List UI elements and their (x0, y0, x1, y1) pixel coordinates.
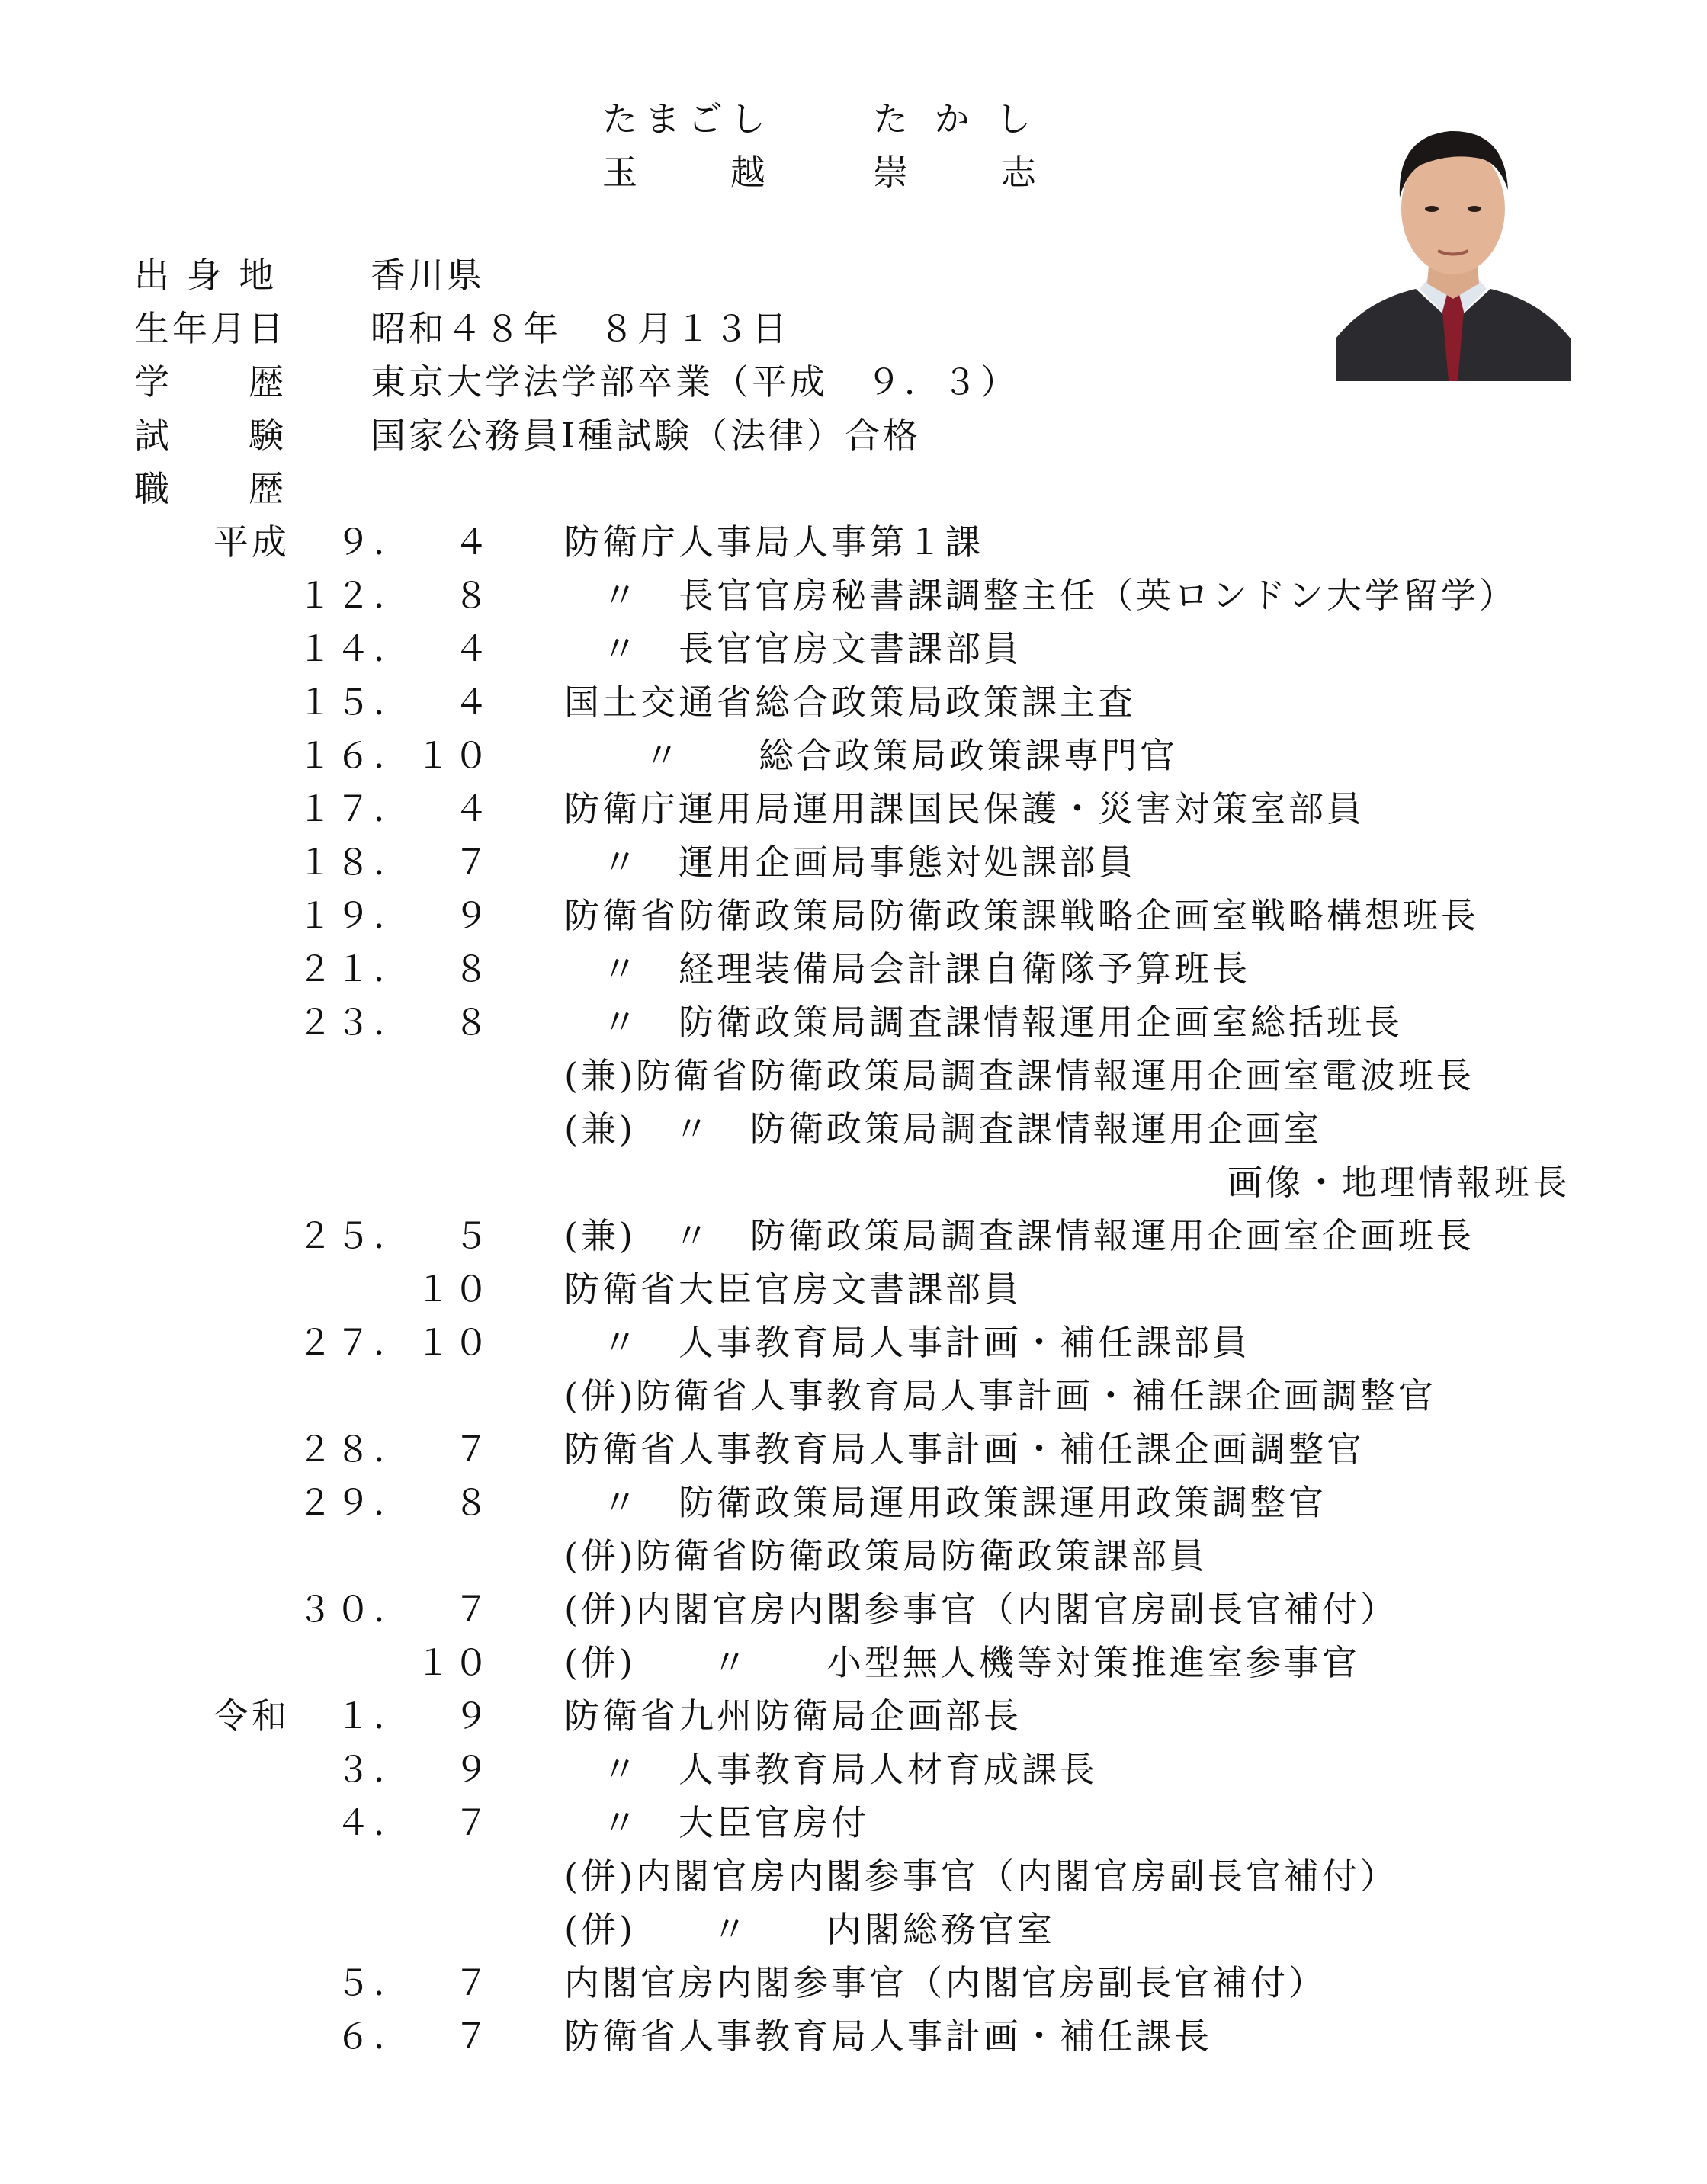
career-year: ２８． (297, 1429, 412, 1470)
career-text: 〃 人事教育局人材育成課長 (602, 1749, 1098, 1790)
career-text: 〃 防衛政策局調査課情報運用企画室総括班長 (602, 1002, 1403, 1043)
profile-value-birthdate: 昭和４８年 ８月１３日 (371, 308, 790, 349)
profile-label-career: 職 歴 (134, 468, 287, 509)
profile-label-birthplace: 出 身 地 (134, 255, 278, 296)
career-text: (併) 〃 小型無人機等対策推進室参事官 (564, 1642, 1360, 1683)
career-year: １． (335, 1695, 412, 1737)
career-year: １２． (297, 575, 412, 616)
career-text: (兼) 〃 防衛政策局調査課情報運用企画室 (564, 1108, 1322, 1150)
career-text: 防衛省人事教育局人事計画・補任課企画調整官 (564, 1429, 1365, 1470)
career-year: ６． (335, 2016, 412, 2057)
career-text: (併)防衛省防衛政策局防衛政策課部員 (564, 1535, 1208, 1576)
career-month: ９ (454, 895, 492, 936)
career-month: ４ (454, 521, 492, 563)
career-year: ９． (335, 521, 412, 563)
career-text: 防衛庁人事局人事第１課 (564, 521, 983, 563)
given-name: 崇 志 (873, 152, 1044, 193)
career-month: １０ (416, 1322, 492, 1363)
career-text: 国土交通省総合政策局政策課主査 (564, 681, 1136, 723)
career-year: ３． (335, 1749, 412, 1790)
profile-value-education: 東京大学法学部卒業（平成 ９．３） (371, 361, 1019, 402)
career-month: ８ (454, 575, 492, 616)
portrait-photo (1336, 95, 1571, 381)
career-month: ４ (454, 788, 492, 829)
career-month: ４ (454, 681, 492, 723)
career-era: 令和 (213, 1695, 290, 1737)
profile-label-birthdate: 生年月日 (134, 308, 287, 349)
career-month: ８ (454, 1482, 492, 1523)
profile-label-exam: 試 験 (134, 415, 287, 456)
career-text: (兼)防衛省防衛政策局調査課情報運用企画室電波班長 (564, 1055, 1474, 1096)
career-text: 防衛庁運用局運用課国民保護・災害対策室部員 (564, 788, 1365, 829)
career-text: 〃 長官官房文書課部員 (602, 628, 1022, 669)
career-era: 平成 (213, 521, 290, 563)
career-year: ４． (335, 1802, 412, 1843)
career-year: １８． (297, 842, 412, 883)
reading-given: た か し (873, 98, 1039, 140)
career-year: ２５． (297, 1215, 412, 1256)
career-text: (併) 〃 内閣総務官室 (564, 1909, 1055, 1950)
career-month: ７ (454, 1962, 492, 2003)
career-text: 〃 総合政策局政策課専門官 (644, 735, 1178, 776)
career-text: 〃 運用企画局事態対処課部員 (602, 842, 1136, 883)
profile-label-education: 学 歴 (134, 361, 287, 402)
career-text: 〃 人事教育局人事計画・補任課部員 (602, 1322, 1250, 1363)
career-month: ８ (454, 1002, 492, 1043)
career-month: ７ (454, 842, 492, 883)
career-month: １０ (416, 735, 492, 776)
career-year: ５． (335, 1962, 412, 2003)
profile-value-exam: 国家公務員Ⅰ種試験（法律）合格 (371, 415, 922, 456)
career-year: １５． (297, 681, 412, 723)
career-month: ７ (454, 1589, 492, 1630)
reading-surname: たまごし (602, 98, 773, 140)
career-month: ９ (454, 1695, 492, 1737)
career-year: １９． (297, 895, 412, 936)
career-year: ２１． (297, 948, 412, 989)
career-year: ２７． (297, 1322, 412, 1363)
career-month: ４ (454, 628, 492, 669)
career-text: 防衛省大臣官房文書課部員 (564, 1268, 1022, 1310)
portrait-image (1336, 95, 1571, 381)
career-text: 内閣官房内閣参事官（内閣官房副長官補付） (564, 1962, 1327, 2003)
career-text-continued: 画像・地理情報班長 (1227, 1162, 1571, 1203)
career-text: (併)防衛省人事教育局人事計画・補任課企画調整官 (564, 1375, 1436, 1416)
career-month: ８ (454, 948, 492, 989)
surname: 玉 越 (602, 152, 773, 193)
career-text: 防衛省人事教育局人事計画・補任課長 (564, 2016, 1212, 2057)
career-year: １７． (297, 788, 412, 829)
career-month: １０ (416, 1268, 492, 1310)
career-year: ２３． (297, 1002, 412, 1043)
career-month: ５ (454, 1215, 492, 1256)
career-text: (併)内閣官房内閣参事官（内閣官房副長官補付） (564, 1589, 1398, 1630)
career-text: 〃 大臣官房付 (602, 1802, 869, 1843)
career-year: １６． (297, 735, 412, 776)
career-text: 防衛省九州防衛局企画部長 (564, 1695, 1022, 1737)
career-text: 防衛省防衛政策局防衛政策課戦略企画室戦略構想班長 (564, 895, 1479, 936)
career-month: ７ (454, 2016, 492, 2057)
career-text: 〃 長官官房秘書課調整主任（英ロンドン大学留学） (602, 575, 1517, 616)
career-text: 〃 経理装備局会計課自衛隊予算班長 (602, 948, 1250, 989)
profile-value-birthplace: 香川県 (371, 255, 485, 296)
career-month: ７ (454, 1802, 492, 1843)
career-month: ９ (454, 1749, 492, 1790)
career-text: (併)内閣官房内閣参事官（内閣官房副長官補付） (564, 1855, 1398, 1897)
career-text: 〃 防衛政策局運用政策課運用政策調整官 (602, 1482, 1327, 1523)
career-year: ２９． (297, 1482, 412, 1523)
career-month: ７ (454, 1429, 492, 1470)
career-text: (兼) 〃 防衛政策局調査課情報運用企画室企画班長 (564, 1215, 1474, 1256)
career-month: １０ (416, 1642, 492, 1683)
career-year: ３０． (297, 1589, 412, 1630)
career-year: １４． (297, 628, 412, 669)
